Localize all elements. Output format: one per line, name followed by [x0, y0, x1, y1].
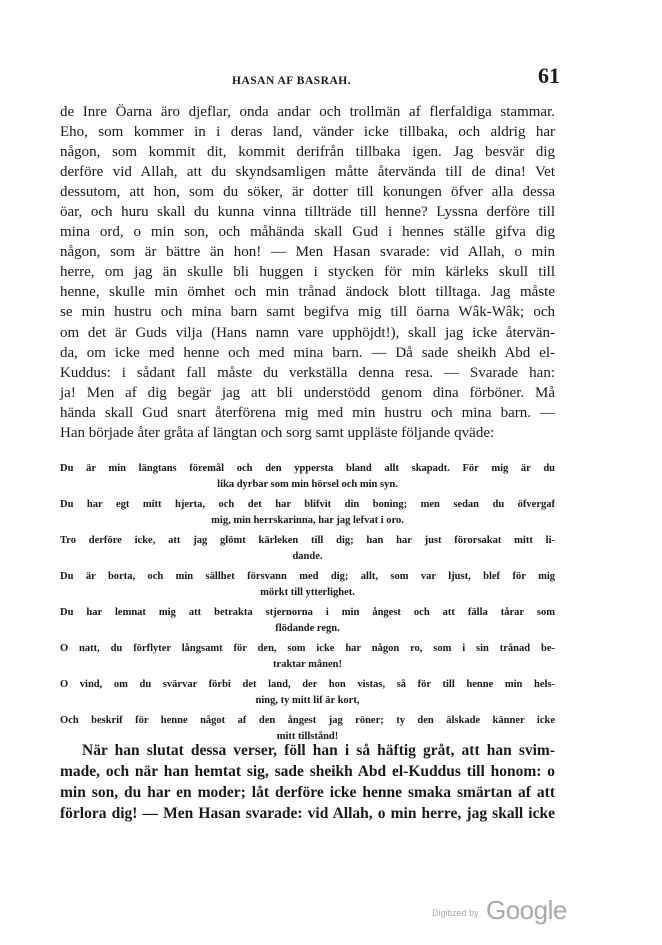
- text-line: förlora dig! — Men Hasan svarade: vid Allah, o min herre, jag skall icke: [60, 805, 555, 822]
- page-header: [60, 63, 560, 93]
- verse-continuation: ning, ty mitt lif är kort,: [255, 695, 360, 706]
- watermark-prefix: Digitized by: [432, 908, 479, 918]
- text-line: Kuddus: i sådant fall måste du verkställa denna resa. — Svarade han:: [60, 364, 555, 381]
- verse-line: Du har lemnat mig att betrakta stjernorna i min ångest och att fälla tårar som: [60, 607, 555, 618]
- text-line: någon, som är bättre än hon! — Men Hasan svarade: vid Allah, o min: [60, 244, 555, 261]
- text-line: öar, och huru skall du kunna vinna tillträde till henne? Lyssna derföre till: [60, 204, 555, 221]
- text-line: Eho, som kommer in i deras land, vänder icke tillbaka, och aldrig har: [60, 124, 555, 141]
- text-line: om det är Guds vilja (Hans namn vare upphöjdt!), skall jag icke återvän-: [60, 324, 555, 341]
- text-line: När han slutat dessa verser, föll han i så häftig gråt, att han svim-: [82, 742, 555, 759]
- verse-line: Du är borta, och min sällhet försvann med dig; allt, som var ljust, blef för mig: [60, 571, 555, 582]
- poem-stanza: [60, 533, 555, 565]
- text-line: ja! Men af dig begär jag att bli understödd genom dina förböner. Må: [60, 384, 555, 401]
- text-line: da, om icke med henne och med mina barn. — Då sade sheikh Abd el-: [60, 344, 555, 361]
- verse-continuation: traktar månen!: [273, 659, 342, 670]
- verse-line: Du har egt mitt hjerta, och det har blifvit din boning; men sedan du öfvergaf: [60, 499, 555, 510]
- poem-stanza: [60, 605, 555, 637]
- text-line: mina ord, o min son, och måhända skall Gud i hennes ställe gifva dig: [60, 224, 555, 241]
- digitization-watermark: [432, 895, 567, 926]
- closing-paragraph: [60, 740, 555, 824]
- poem-stanza: [60, 497, 555, 529]
- verse-line: Du är min längtans föremål och den yppersta bland allt skapadt. För mig är du: [60, 463, 555, 474]
- text-line: se min hustru och mina barn samt begifva mig till öarna Wâk-Wâk; och: [60, 304, 555, 321]
- poem-stanza: [60, 677, 555, 709]
- google-logo: Google: [485, 895, 567, 925]
- running-head: HASAN AF BASRAH.: [232, 75, 352, 87]
- text-line: henne, skulle min ömhet och min trånad ändock blott tilltaga. Jag måste: [60, 284, 555, 301]
- poem: [60, 461, 555, 749]
- text-line: herre, om jag än skulle bli huggen i stycken för min kärleks skull till: [60, 264, 555, 281]
- verse-continuation: mitt tillstånd!: [276, 731, 339, 742]
- text-line: derföre vid Allah, att du skyndsamligen måtte återvända till de dina! Vet: [60, 164, 555, 181]
- text-line: Han började åter gråta af längtan och sorg samt uppläste följande qväde:: [60, 424, 495, 441]
- page-number: 61: [538, 63, 560, 88]
- verse-line: Tro derföre icke, att jag glömt kärleken till dig; han har just förorsakat mitt li-: [60, 535, 555, 546]
- verse-continuation: dande.: [292, 551, 323, 562]
- text-line: någon, som kommit dit, kommit derifrån tillbaka igen. Jag besvär dig: [60, 144, 555, 161]
- body-paragraph: [60, 102, 555, 443]
- text-line: de Inre Öarna äro djeflar, onda andar och trollmän af flerfaldiga stammar.: [60, 104, 555, 120]
- verse-continuation: lika dyrbar som min hörsel och min syn.: [217, 479, 398, 490]
- verse-line: Och beskrif för henne något af den ångest jag röner; ty den älskade känner icke: [60, 715, 555, 726]
- text-line: hända skall Gud snart återförena mig med min hustru och mina barn. —: [60, 404, 555, 421]
- text-line: made, och när han hemtat sig, sade sheikh Abd el-Kuddus till honom: o: [60, 763, 555, 780]
- text-line: dessutom, att hon, som du söker, är dotter till konungen öfver alla dessa: [60, 184, 555, 201]
- verse-continuation: mörkt till ytterlighet.: [260, 587, 355, 598]
- verse-line: O vind, om du svärvar förbi det land, der hon vistas, så för till henne min hels-: [60, 679, 555, 690]
- verse-continuation: mig, min herrskarinna, har jag lefvat i oro.: [211, 515, 404, 526]
- poem-stanza: [60, 641, 555, 673]
- verse-continuation: flödande regn.: [275, 623, 340, 634]
- poem-stanza: [60, 569, 555, 601]
- text-line: min son, du har en moder; låt derföre icke henne smaka smärtan af att: [60, 784, 555, 801]
- verse-line: O natt, du förflyter långsamt för den, som icke har någon ro, som i sin trånad be-: [60, 643, 555, 654]
- poem-stanza: [60, 461, 555, 493]
